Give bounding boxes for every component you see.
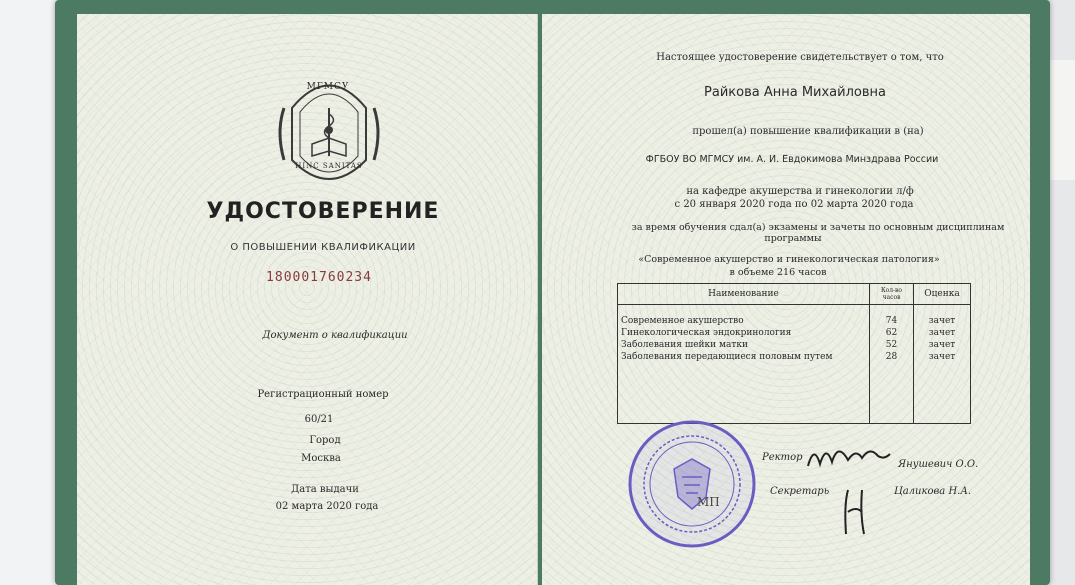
table-cell-hours: 62: [885, 328, 898, 338]
serial-number: 180001760234: [266, 270, 372, 285]
table-cell-hours: 74: [885, 316, 898, 326]
registration-label: Регистрационный номер: [257, 389, 389, 400]
grade-column: [914, 305, 971, 424]
emblem-bottom-text: HINC SANITAS: [295, 162, 363, 170]
document-type: Документ о квалификации: [262, 330, 408, 341]
table-cell-hours: 52: [885, 340, 898, 350]
certificate-right-page: [542, 14, 1030, 585]
city-value: Москва: [301, 453, 341, 464]
table-cell-grade: зачет: [928, 340, 956, 350]
table-cell-hours: 28: [885, 352, 898, 362]
institution-name: ФГБОУ ВО МГМСУ им. А. И. Евдокимова Минздрава России: [645, 154, 939, 165]
passed-text: прошел(а) повышение квалификации в (на): [692, 126, 924, 137]
table-cell-subject: Гинекологическая эндокринология: [621, 328, 792, 338]
grades-table-body: [618, 305, 971, 424]
official-stamp-seal: [622, 419, 762, 549]
rector-signature: [804, 438, 894, 478]
secretary-name: Цаликова Н.А.: [894, 486, 972, 497]
department-text: на кафедре акушерства и гинекологии л/ф: [686, 186, 914, 197]
subject-names-column: [618, 305, 870, 424]
study-period: с 20 января 2020 года по 02 марта 2020 года: [674, 199, 914, 210]
secretary-label: Секретарь: [770, 486, 830, 497]
header-name: Наименование: [618, 284, 870, 305]
table-cell-subject: Современное акушерство: [621, 316, 744, 326]
page-subtitle: О ПОВЫШЕНИИ КВАЛИФИКАЦИИ: [230, 242, 416, 253]
intro-text: Настоящее удостоверение свидетельствует о том, что: [656, 52, 944, 63]
stamp-mark-text: МП: [697, 495, 720, 509]
certificate-booklet: [55, 0, 1050, 585]
issue-date-value: 02 марта 2020 года: [275, 501, 379, 512]
rector-name: Янушевич О.О.: [898, 459, 979, 470]
emblem-top-text: МГМСУ: [306, 82, 350, 92]
holder-full-name: Райкова Анна Михайловна: [704, 85, 886, 100]
hours-column: [870, 305, 914, 424]
program-volume: в объеме 216 часов: [729, 267, 827, 278]
table-cell-subject: Заболевания шейки матки: [621, 340, 748, 350]
registration-number: 60/21: [304, 414, 334, 425]
grades-table-header: [618, 284, 971, 305]
issue-date-label: Дата выдачи: [291, 484, 359, 495]
city-label: Город: [309, 435, 341, 446]
secretary-signature: [838, 484, 872, 538]
grades-table: [617, 283, 971, 424]
header-grade: Оценка: [914, 284, 971, 305]
exams-text-line2: программы: [764, 233, 822, 244]
program-title: «Современное акушерство и гинекологическая патология»: [638, 254, 940, 265]
rector-label: Ректор: [762, 452, 803, 463]
exams-text-line1: за время обучения сдал(а) экзамены и зачеты по основным дисциплинам: [631, 222, 1005, 233]
table-cell-subject: Заболевания передающиеся половым путем: [621, 352, 833, 362]
header-hours: Кол-во часов: [870, 284, 914, 305]
table-cell-grade: зачет: [928, 328, 956, 338]
page-title: УДОСТОВЕРЕНИЕ: [206, 199, 440, 224]
table-cell-grade: зачет: [928, 316, 956, 326]
certificate-left-page: [77, 14, 538, 585]
table-cell-grade: зачет: [928, 352, 956, 362]
